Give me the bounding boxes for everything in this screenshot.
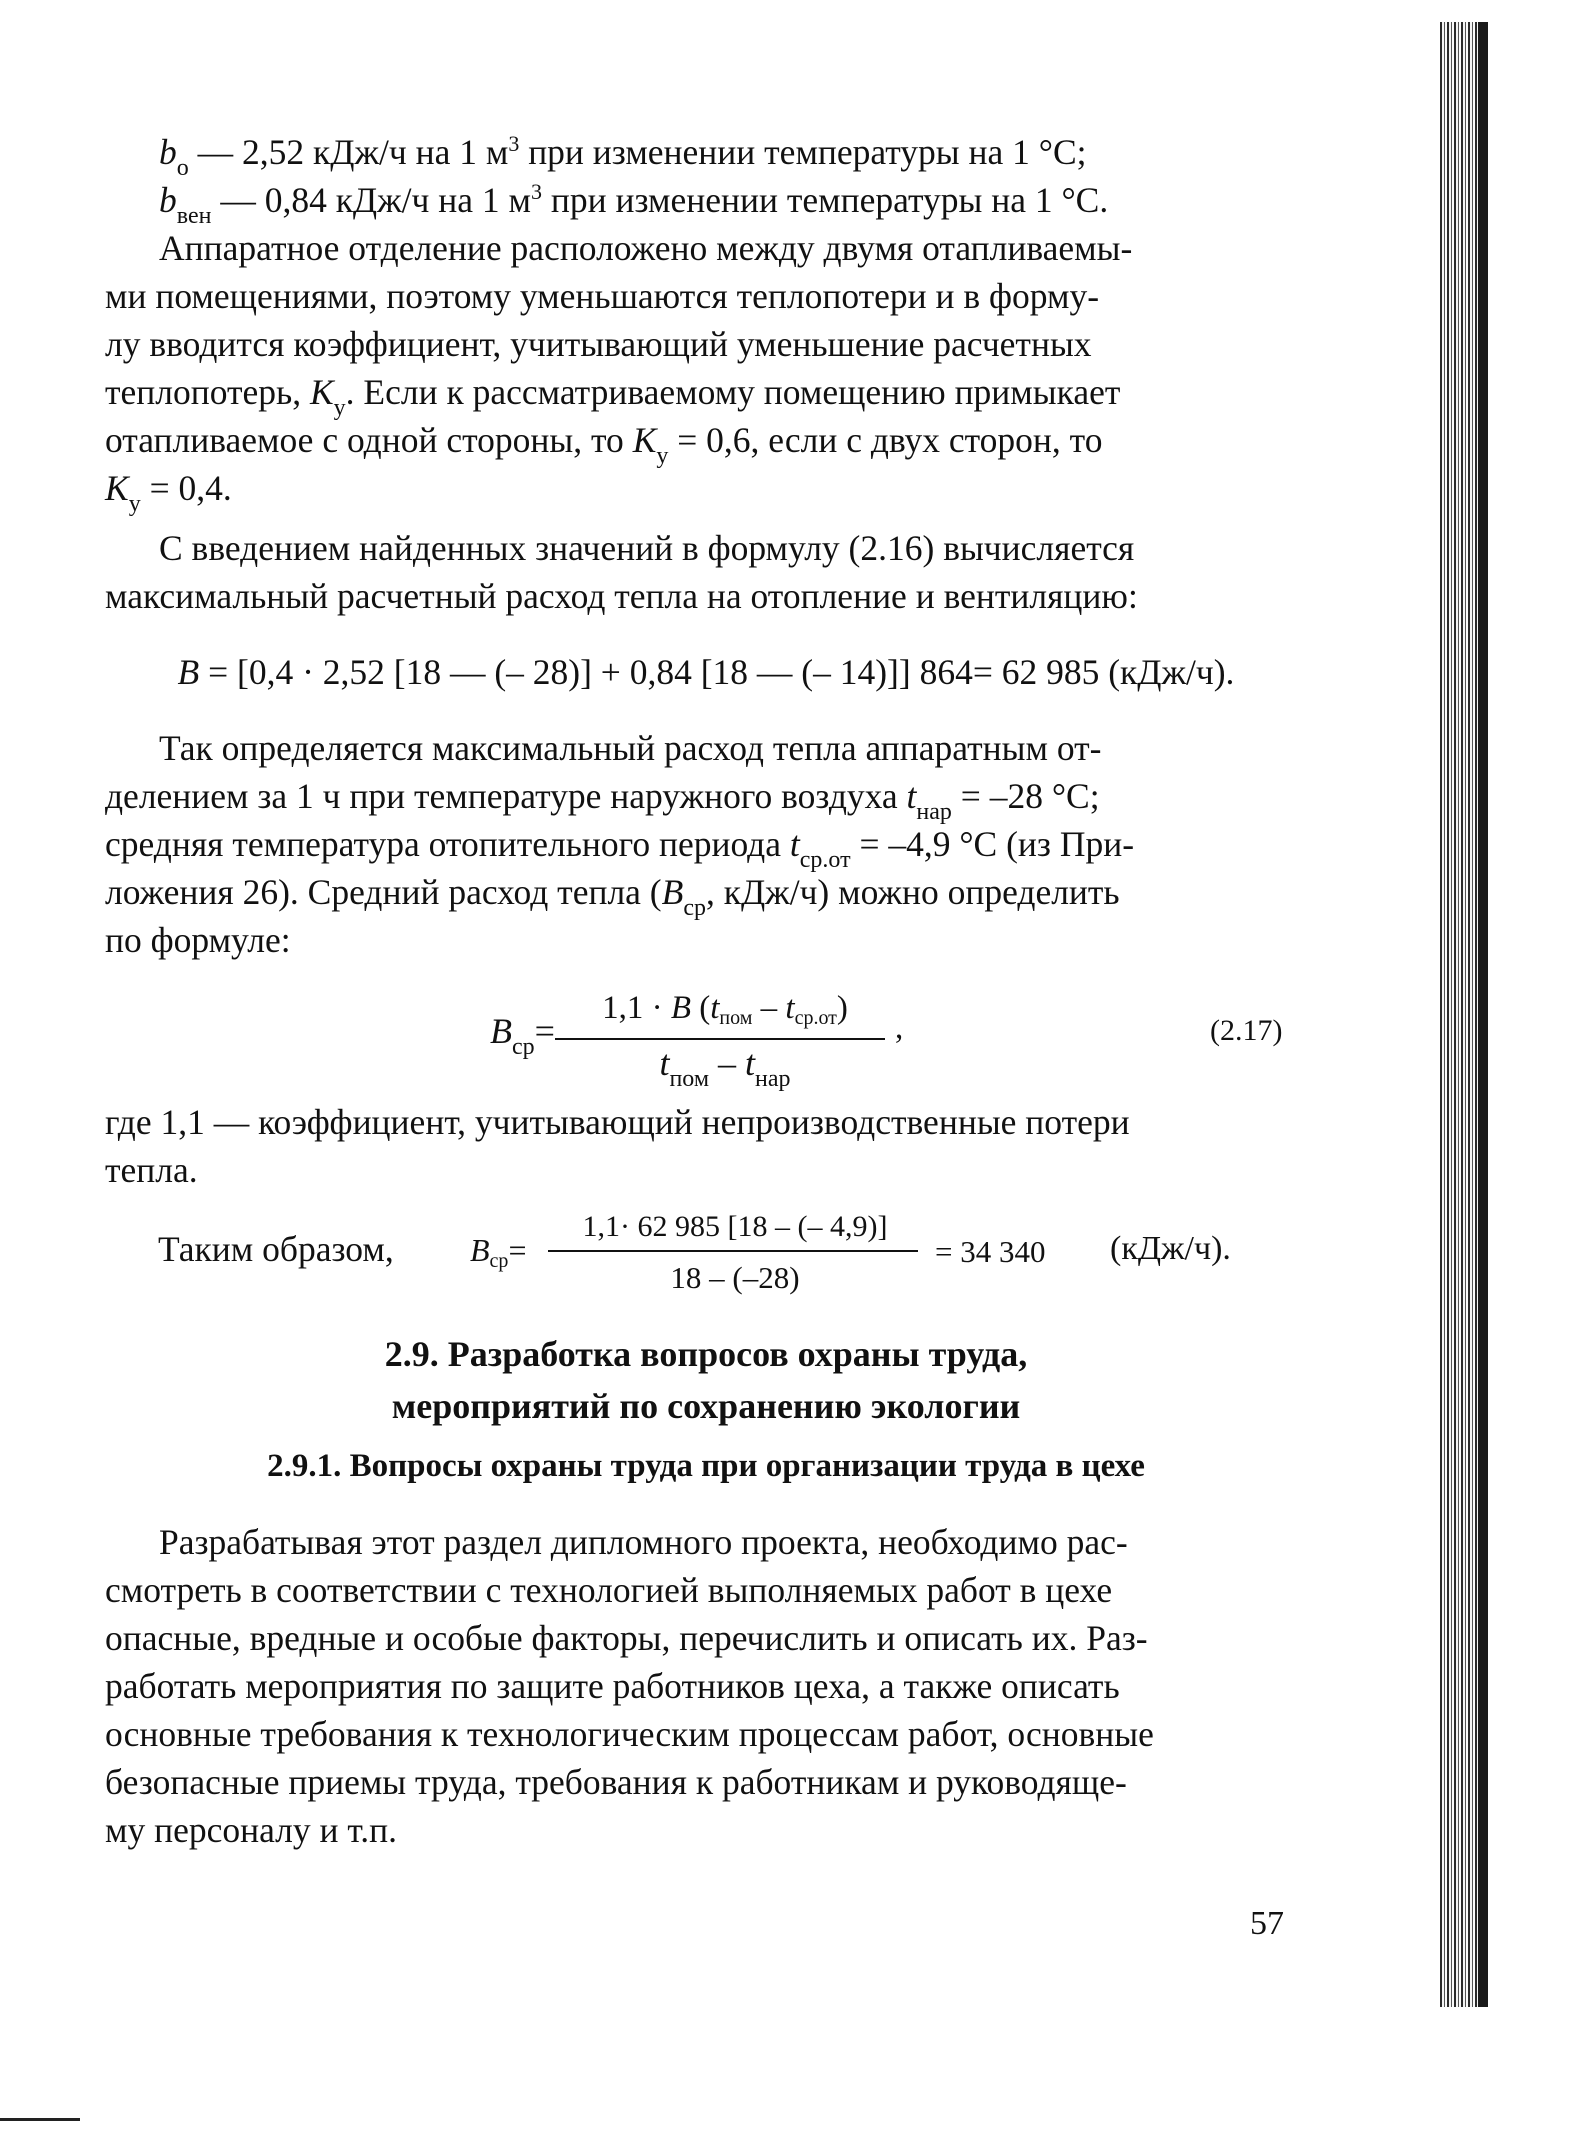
page-number: 57 bbox=[1250, 1905, 1284, 1942]
text: = 0,4. bbox=[140, 468, 232, 508]
subscript: ср bbox=[489, 1250, 509, 1272]
definitions-block bbox=[105, 128, 1307, 229]
heading-line: мероприятий по сохранению экологии bbox=[391, 1386, 1021, 1426]
equals-sign: = bbox=[534, 1011, 555, 1051]
calculation-denominator: 18 – (–28) bbox=[670, 1260, 800, 1295]
subscript: о bbox=[176, 155, 189, 181]
subscript: нар bbox=[916, 799, 952, 825]
calculation-result: = 34 340 bbox=[935, 1234, 1046, 1269]
symbol: B bbox=[661, 872, 684, 912]
paragraph-heat-loss-coefficient bbox=[105, 224, 1307, 517]
calculation-lead: Таким образом, bbox=[158, 1229, 394, 1269]
subscript: ср bbox=[683, 895, 706, 921]
text-line: опасные, вредные и особые факторы, перечислить и описать их. Раз- bbox=[105, 1618, 1148, 1658]
formula-lhs bbox=[470, 1232, 527, 1272]
equation-number: (2.17) bbox=[1210, 1014, 1283, 1047]
definition-b0 bbox=[105, 128, 1307, 181]
text-line: безопасные приемы труда, требования к работникам и руководяще- bbox=[105, 1762, 1127, 1802]
subscript: ср bbox=[512, 1034, 535, 1060]
text-line bbox=[105, 772, 1307, 825]
text-line: С введением найденных значений в формулу (2.16) вычисляется bbox=[159, 528, 1135, 568]
text-line: лу вводится коэффициент, учитывающий уменьшение расчетных bbox=[105, 324, 1092, 364]
formula-comma: , bbox=[895, 1010, 904, 1046]
text-line bbox=[105, 368, 1307, 421]
fraction-bar bbox=[555, 1038, 885, 1040]
text-line: Аппаратное отделение расположено между двумя отапливаемы- bbox=[159, 228, 1133, 268]
text: средняя температура отопительного периода bbox=[105, 824, 790, 864]
text-line: работать мероприятия по защите работников цеха, а также описать bbox=[105, 1666, 1120, 1706]
text-line: тепла. bbox=[105, 1150, 198, 1190]
equals-sign: = bbox=[508, 1232, 527, 1268]
text: при изменении температуры на 1 °С; bbox=[519, 132, 1087, 172]
text-line bbox=[105, 464, 1307, 517]
subscript: у bbox=[333, 395, 346, 421]
paragraph-average-heat bbox=[105, 724, 1307, 964]
text-line: основные требования к технологическим процессам работ, основные bbox=[105, 1714, 1154, 1754]
subscript: пом bbox=[669, 1066, 710, 1092]
symbol: B bbox=[177, 652, 200, 692]
symbol: B bbox=[470, 1232, 490, 1268]
calculation-unit: (кДж/ч). bbox=[1110, 1230, 1231, 1267]
text: – bbox=[752, 990, 786, 1026]
definition-bven bbox=[105, 176, 1307, 229]
subscript: пом bbox=[719, 1007, 753, 1029]
symbol: t bbox=[745, 1043, 756, 1083]
text-line: по формуле: bbox=[105, 920, 291, 960]
formula-line bbox=[105, 648, 1307, 696]
text: — 0,84 кДж/ч на 1 м bbox=[211, 180, 531, 220]
text: 1,1 · bbox=[602, 990, 671, 1026]
subscript: ср.от bbox=[799, 847, 851, 873]
formula-lhs bbox=[490, 1010, 555, 1060]
text-line: му персоналу и т.п. bbox=[105, 1810, 397, 1850]
symbol: t bbox=[785, 990, 795, 1026]
formula-numerator bbox=[565, 990, 885, 1027]
text-line: ми помещениями, поэтому уменьшаются теплопотери и в форму- bbox=[105, 276, 1100, 316]
text: теплопотерь, bbox=[105, 372, 310, 412]
symbol: B bbox=[670, 990, 691, 1026]
subscript: нар bbox=[755, 1066, 791, 1092]
subscript: вен bbox=[176, 203, 212, 229]
text-line bbox=[105, 820, 1307, 873]
paragraph-labor-safety bbox=[105, 1518, 1307, 1854]
symbol: K bbox=[632, 420, 657, 460]
calculation-numerator: 1,1· 62 985 [18 – (– 4,9)] bbox=[582, 1210, 888, 1243]
section-heading bbox=[105, 1328, 1307, 1432]
subscript: у bbox=[656, 443, 669, 469]
subscript: ср.от bbox=[794, 1007, 837, 1029]
formula-denominator bbox=[565, 1042, 885, 1092]
paragraph-max-heat bbox=[105, 524, 1307, 620]
symbol: t bbox=[710, 990, 720, 1026]
text: ложения 26). Средний расход тепла ( bbox=[105, 872, 662, 912]
text: = –4,9 °С (из При- bbox=[850, 824, 1135, 864]
text-line bbox=[105, 868, 1307, 921]
symbol: t bbox=[659, 1043, 670, 1083]
text: = –28 °С; bbox=[951, 776, 1100, 816]
text: делением за 1 ч при температуре наружного воздуха bbox=[105, 776, 907, 816]
subscript: у bbox=[128, 491, 141, 517]
text: ) bbox=[836, 990, 848, 1026]
text: — 2,52 кДж/ч на 1 м bbox=[188, 132, 509, 172]
superscript: 3 bbox=[508, 131, 520, 156]
text: отапливаемое с одной стороны, то bbox=[105, 420, 633, 460]
symbol: B bbox=[490, 1011, 512, 1051]
formula-text: = [0,4 · 2,52 [18 — (– 28)] + 0,84 [18 — (– 14)]] 864= 62 985 (кДж/ч). bbox=[199, 652, 1235, 692]
superscript: 3 bbox=[531, 179, 542, 204]
text-line: где 1,1 — коэффициент, учитывающий непроизводственные потери bbox=[105, 1102, 1130, 1142]
text-line: максимальный расчетный расход тепла на отопление и вентиляцию: bbox=[105, 576, 1138, 616]
text-line: Разрабатывая этот раздел дипломного проекта, необходимо рас- bbox=[159, 1522, 1128, 1562]
text-line: смотреть в соответствии с технологией выполняемых работ в цехе bbox=[105, 1570, 1113, 1610]
text: . Если к рассматриваемому помещению примыкает bbox=[345, 372, 1121, 412]
heading-line: 2.9. Разработка вопросов охраны труда, bbox=[384, 1334, 1028, 1374]
text: при изменении температуры на 1 °С. bbox=[542, 180, 1109, 220]
text-line bbox=[105, 416, 1307, 469]
symbol: b bbox=[159, 132, 177, 172]
text: – bbox=[709, 1043, 746, 1083]
formula-calculation bbox=[0, 1210, 1580, 1320]
text-line: Так определяется максимальный расход тепла аппаратным от- bbox=[159, 728, 1102, 768]
symbol: K bbox=[309, 372, 334, 412]
symbol: t bbox=[906, 776, 917, 816]
formula-2-17 bbox=[0, 990, 1580, 1100]
scan-artifact-line bbox=[0, 2118, 80, 2121]
symbol: K bbox=[105, 468, 129, 508]
text: ( bbox=[690, 990, 711, 1026]
symbol: t bbox=[789, 824, 800, 864]
symbol: b bbox=[159, 180, 177, 220]
paragraph-coefficient-note bbox=[105, 1098, 1307, 1194]
text: , кДж/ч) можно определить bbox=[705, 872, 1120, 912]
fraction-bar bbox=[548, 1250, 918, 1252]
text: = 0,6, если с двух сторон, то bbox=[668, 420, 1103, 460]
subsection-heading: 2.9.1. Вопросы охраны труда при организации труда в цехе bbox=[267, 1448, 1145, 1484]
formula-max-heat bbox=[105, 648, 1307, 696]
